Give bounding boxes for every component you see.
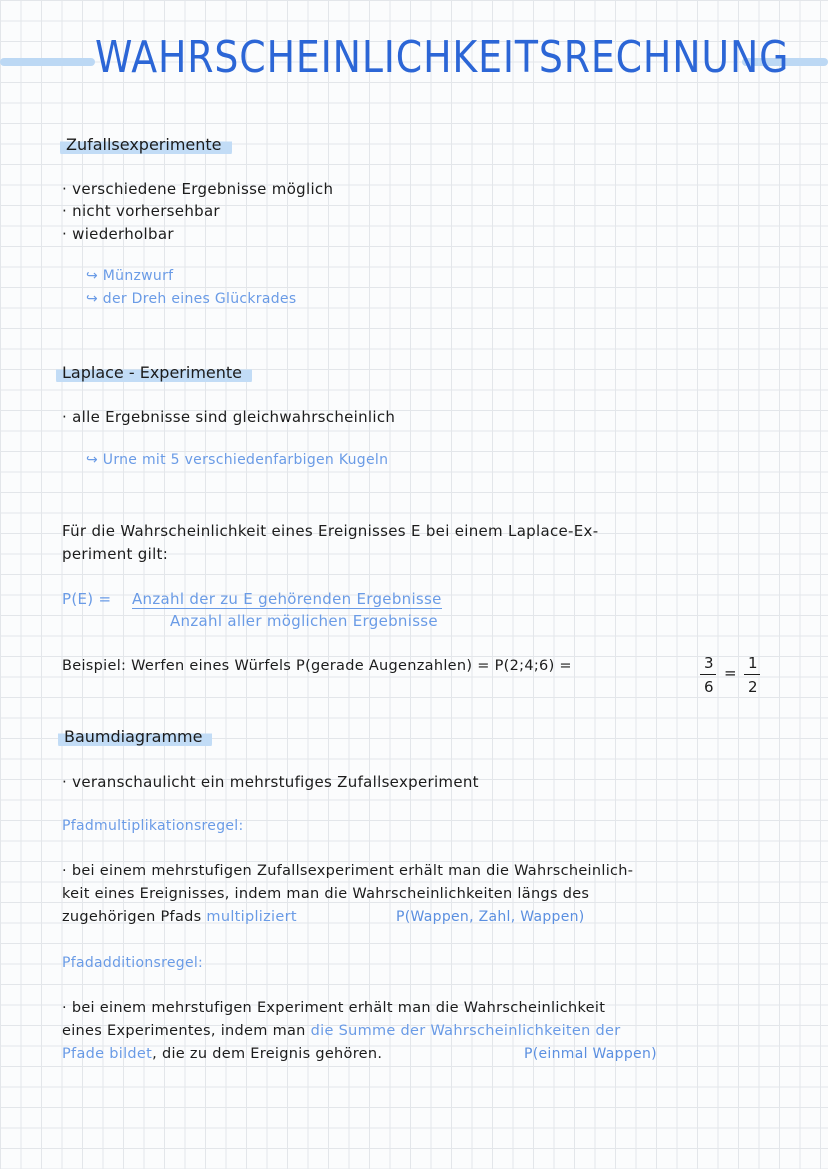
fraction-2-bar [744,674,760,675]
bullet-2: · nicht vorhersehbar [62,202,220,220]
formula-intro-line1: Für die Wahrscheinlichkeit eines Ereignisses E bei einem Laplace-Ex- [62,522,599,540]
heading-baumdiagramme: Baumdiagramme [58,726,212,748]
heading-laplace: Laplace - Experimente [56,362,252,384]
bullet-1: · verschiedene Ergebnisse möglich [62,180,334,198]
page-title: WAHRSCHEINLICHKEITSRECHNUNG [95,32,790,83]
rule1-line2: keit eines Ereignisses, indem man die Wahrscheinlichkeiten längs des [62,886,590,902]
baum-bullet: · veranschaulicht ein mehrstufiges Zufallsexperiment [62,773,479,791]
fraction-1-denominator: 6 [704,678,714,696]
rule1-line3 [62,909,297,925]
example-2: ↪ der Dreh eines Glückrades [86,291,297,307]
rule2-summe: die Summe der Wahrscheinlichkeiten der [310,1023,621,1039]
rule2-title: Pfadadditionsregel: [62,955,204,971]
rule1-line1: · bei einem mehrstufigen Zufallsexperiment erhält man die Wahrscheinlich- [62,863,634,879]
heading-zufallsexperimente: Zufallsexperimente [60,134,232,156]
fraction-1-bar [700,674,716,675]
formula-example: Beispiel: Werfen eines Würfels P(gerade Augenzahlen) = P(2;4;6) = [62,658,572,674]
rule1-title: Pfadmultiplikationsregel: [62,818,244,834]
rule1-example: P(Wappen, Zahl, Wappen) [396,909,585,925]
fraction-2-denominator: 2 [748,678,758,696]
equals-sign: = [724,664,737,682]
formula-lhs: P(E) = [62,590,112,608]
rule2-line3 [62,1046,382,1062]
formula-numerator: Anzahl der zu E gehörenden Ergebnisse [132,590,442,608]
rule2-pfade-bildet: Pfade bildet [62,1046,153,1062]
laplace-example: ↪ Urne mit 5 verschiedenfarbigen Kugeln [86,452,389,468]
bullet-3: · wiederholbar [62,225,174,243]
rule2-line3-text: , die zu dem Ereignis gehören. [152,1046,383,1062]
rule1-multipliziert: multipliziert [206,909,297,925]
formula-intro-line2: periment gilt: [62,545,169,563]
rule2-example: P(einmal Wappen) [524,1046,657,1062]
title-highlight-left [0,58,95,66]
rule2-line1: · bei einem mehrstufigen Experiment erhält man die Wahrscheinlichkeit [62,1000,606,1016]
fraction-1-numerator: 3 [704,654,714,672]
rule1-line3-text: zugehörigen Pfads [62,909,202,925]
laplace-bullet: · alle Ergebnisse sind gleichwahrscheinlich [62,408,396,426]
rule2-line2-text: eines Experimentes, indem man [62,1023,306,1039]
rule2-line2 [62,1023,620,1039]
example-1: ↪ Münzwurf [86,268,174,284]
fraction-2-numerator: 1 [748,654,758,672]
formula-denominator: Anzahl aller möglichen Ergebnisse [170,612,438,630]
